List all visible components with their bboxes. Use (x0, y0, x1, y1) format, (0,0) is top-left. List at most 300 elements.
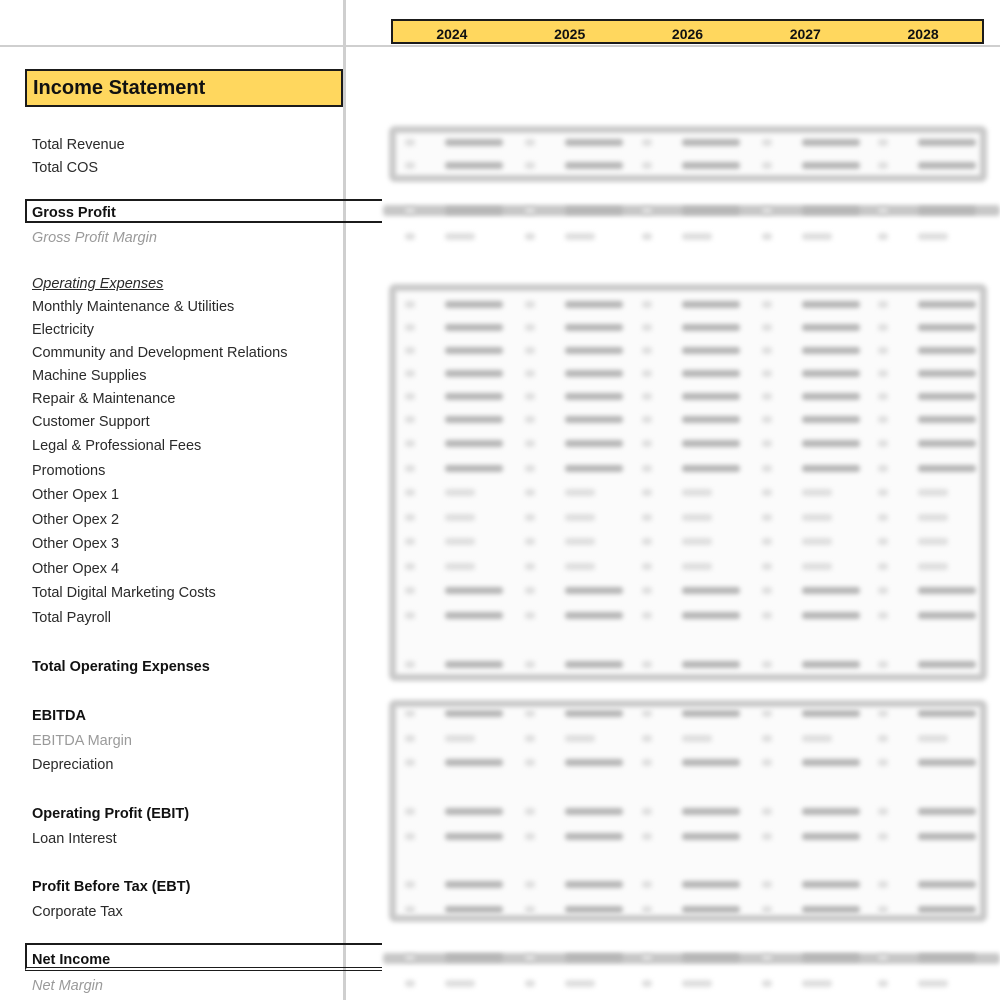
blurred-value (682, 139, 740, 146)
blurred-currency (762, 139, 772, 146)
blurred-value (445, 514, 475, 521)
blurred-value (445, 370, 503, 377)
year-header (391, 19, 984, 44)
blurred-value (918, 393, 976, 400)
blurred-value (565, 207, 623, 214)
blurred-value (918, 735, 948, 742)
blurred-value (565, 370, 623, 377)
blurred-value (918, 233, 948, 240)
row-legal-fees[interactable]: Legal & Professional Fees (32, 438, 202, 454)
blurred-value (802, 514, 832, 521)
blurred-currency (878, 759, 888, 766)
blurred-currency (525, 954, 535, 961)
row-net-income[interactable]: Net Income (32, 952, 111, 968)
blurred-value (918, 370, 976, 377)
revenue-values-blurred (389, 126, 987, 182)
opex-values-blurred (389, 284, 987, 681)
row-net-margin[interactable]: Net Margin (32, 978, 103, 994)
blurred-value (918, 563, 948, 570)
blurred-value (918, 347, 976, 354)
blurred-value (445, 139, 503, 146)
blurred-value (682, 563, 712, 570)
blurred-currency (762, 370, 772, 377)
blurred-value (565, 489, 595, 496)
blurred-currency (878, 980, 888, 987)
blurred-value (918, 808, 976, 815)
blurred-currency (525, 881, 535, 888)
blurred-currency (878, 735, 888, 742)
blurred-value (802, 233, 832, 240)
blurred-value (682, 514, 712, 521)
blurred-currency (525, 440, 535, 447)
blurred-value (565, 139, 623, 146)
row-other-opex-3[interactable]: Other Opex 3 (32, 536, 120, 552)
row-other-opex-2[interactable]: Other Opex 2 (32, 512, 120, 528)
blurred-value (918, 954, 976, 961)
row-electricity[interactable]: Electricity (32, 322, 95, 338)
blurred-value (445, 808, 503, 815)
blurred-value (682, 759, 740, 766)
blurred-currency (642, 207, 652, 214)
blurred-currency (762, 465, 772, 472)
blurred-value (802, 324, 860, 331)
blurred-value (802, 563, 832, 570)
row-digital-marketing[interactable]: Total Digital Marketing Costs (32, 585, 216, 601)
blurred-currency (525, 563, 535, 570)
blurred-currency (642, 440, 652, 447)
blurred-currency (525, 759, 535, 766)
blurred-value (682, 416, 740, 423)
blurred-value (565, 465, 623, 472)
blurred-currency (405, 301, 415, 308)
blurred-value (682, 162, 740, 169)
blurred-currency (405, 954, 415, 961)
blurred-value (682, 465, 740, 472)
blurred-value (445, 347, 503, 354)
blurred-currency (525, 808, 535, 815)
row-ebit[interactable]: Operating Profit (EBIT) (32, 806, 190, 822)
blurred-currency (762, 906, 772, 913)
blurred-currency (878, 833, 888, 840)
blurred-value (682, 661, 740, 668)
blurred-value (682, 735, 712, 742)
blurred-value (802, 980, 832, 987)
blurred-currency (525, 207, 535, 214)
blurred-currency (525, 416, 535, 423)
blurred-currency (762, 833, 772, 840)
blurred-value (682, 324, 740, 331)
blurred-value (445, 440, 503, 447)
blurred-currency (405, 881, 415, 888)
blurred-value (918, 980, 948, 987)
blurred-value (445, 465, 503, 472)
blurred-currency (405, 393, 415, 400)
blurred-currency (405, 563, 415, 570)
blurred-value (682, 612, 740, 619)
year-2028[interactable]: 2028 (907, 26, 939, 42)
blurred-currency (642, 661, 652, 668)
blurred-value (445, 710, 503, 717)
blurred-value (682, 489, 712, 496)
blurred-value (445, 881, 503, 888)
blurred-value (918, 759, 976, 766)
blurred-currency (878, 139, 888, 146)
blurred-value (445, 207, 503, 214)
blurred-currency (405, 233, 415, 240)
blurred-currency (762, 393, 772, 400)
blurred-currency (525, 489, 535, 496)
blurred-currency (405, 465, 415, 472)
blurred-value (802, 440, 860, 447)
blurred-currency (642, 881, 652, 888)
blurred-value (802, 881, 860, 888)
blurred-value (565, 808, 623, 815)
blurred-currency (405, 735, 415, 742)
blurred-currency (525, 465, 535, 472)
blurred-value (445, 162, 503, 169)
row-loan-interest[interactable]: Loan Interest (32, 831, 117, 847)
blurred-value (565, 440, 623, 447)
blurred-value (682, 808, 740, 815)
blurred-currency (878, 301, 888, 308)
blurred-currency (405, 370, 415, 377)
blurred-value (918, 881, 976, 888)
blurred-value (918, 465, 976, 472)
blurred-value (445, 980, 475, 987)
blurred-currency (878, 881, 888, 888)
year-2026[interactable]: 2026 (671, 26, 704, 42)
blurred-value (802, 393, 860, 400)
row-machine-supplies[interactable]: Machine Supplies (32, 368, 147, 384)
blurred-value (565, 735, 595, 742)
blurred-value (918, 301, 976, 308)
row-total-payroll[interactable]: Total Payroll (32, 610, 111, 626)
blurred-value (802, 370, 860, 377)
blurred-currency (878, 207, 888, 214)
row-other-opex-4[interactable]: Other Opex 4 (32, 561, 120, 577)
blurred-currency (878, 661, 888, 668)
blurred-currency (642, 416, 652, 423)
blurred-value (445, 393, 503, 400)
blurred-value (918, 906, 976, 913)
blurred-currency (878, 393, 888, 400)
blurred-currency (642, 759, 652, 766)
blurred-value (802, 808, 860, 815)
blurred-value (918, 514, 948, 521)
blurred-value (445, 833, 503, 840)
blurred-currency (762, 759, 772, 766)
blurred-currency (762, 347, 772, 354)
blurred-currency (405, 162, 415, 169)
blurred-currency (762, 980, 772, 987)
blurred-currency (762, 514, 772, 521)
blurred-currency (525, 980, 535, 987)
blurred-value (682, 538, 712, 545)
section-operating-expenses: Operating Expenses (32, 276, 164, 292)
blurred-currency (405, 139, 415, 146)
row-community-relations[interactable]: Community and Development Relations (32, 345, 288, 361)
blurred-value (565, 710, 623, 717)
blurred-value (682, 393, 740, 400)
blurred-value (802, 301, 860, 308)
blurred-value (565, 833, 623, 840)
blurred-value (682, 881, 740, 888)
blurred-value (802, 538, 832, 545)
blurred-currency (642, 465, 652, 472)
blurred-currency (525, 661, 535, 668)
blurred-value (918, 661, 976, 668)
row-ebt[interactable]: Profit Before Tax (EBT) (32, 879, 191, 895)
blurred-value (565, 759, 623, 766)
blurred-currency (405, 489, 415, 496)
blurred-currency (642, 906, 652, 913)
blurred-value (445, 612, 503, 619)
blurred-currency (762, 612, 772, 619)
blurred-currency (878, 954, 888, 961)
blurred-value (802, 416, 860, 423)
blurred-currency (525, 301, 535, 308)
blurred-value (445, 563, 475, 570)
blurred-currency (762, 710, 772, 717)
blurred-currency (762, 440, 772, 447)
blurred-currency (642, 347, 652, 354)
blurred-value (802, 710, 860, 717)
blurred-value (682, 980, 712, 987)
row-monthly-maintenance[interactable]: Monthly Maintenance & Utilities (32, 299, 235, 315)
blurred-currency (525, 612, 535, 619)
blurred-value (802, 207, 860, 214)
blurred-currency (762, 735, 772, 742)
blurred-value (445, 954, 503, 961)
blurred-currency (878, 808, 888, 815)
blurred-value (682, 710, 740, 717)
blurred-value (918, 324, 976, 331)
blurred-currency (525, 347, 535, 354)
blurred-currency (762, 661, 772, 668)
blurred-currency (525, 735, 535, 742)
blurred-currency (878, 162, 888, 169)
blurred-value (802, 833, 860, 840)
blurred-currency (405, 207, 415, 214)
blurred-currency (762, 881, 772, 888)
blurred-currency (762, 489, 772, 496)
blurred-value (565, 881, 623, 888)
row-ebitda-margin[interactable]: EBITDA Margin (32, 733, 132, 749)
blurred-value (918, 162, 976, 169)
blurred-currency (878, 347, 888, 354)
blurred-value (565, 954, 623, 961)
blurred-currency (525, 393, 535, 400)
blurred-currency (642, 162, 652, 169)
row-total-revenue[interactable]: Total Revenue (32, 137, 125, 153)
blurred-currency (405, 514, 415, 521)
blurred-value (918, 710, 976, 717)
row-repair-maintenance[interactable]: Repair & Maintenance (32, 391, 176, 407)
blurred-currency (642, 980, 652, 987)
blurred-value (682, 440, 740, 447)
blurred-value (565, 661, 623, 668)
blurred-currency (525, 370, 535, 377)
blurred-currency (762, 207, 772, 214)
blurred-currency (642, 563, 652, 570)
blurred-currency (525, 162, 535, 169)
blurred-value (918, 538, 948, 545)
blurred-currency (405, 347, 415, 354)
blurred-value (918, 440, 976, 447)
blurred-currency (642, 587, 652, 594)
blurred-value (802, 906, 860, 913)
blurred-value (565, 612, 623, 619)
blurred-currency (762, 301, 772, 308)
blurred-value (445, 416, 503, 423)
blurred-value (682, 370, 740, 377)
blurred-value (802, 162, 860, 169)
blurred-value (918, 139, 976, 146)
blurred-value (802, 139, 860, 146)
blurred-value (802, 465, 860, 472)
blurred-currency (878, 514, 888, 521)
header-divider (0, 45, 1000, 47)
blurred-currency (642, 393, 652, 400)
blurred-value (445, 735, 475, 742)
blurred-value (565, 563, 595, 570)
blurred-currency (642, 301, 652, 308)
blurred-currency (878, 612, 888, 619)
blurred-value (682, 587, 740, 594)
row-customer-support[interactable]: Customer Support (32, 414, 150, 430)
blurred-value (445, 587, 503, 594)
blurred-value (918, 612, 976, 619)
blurred-value (565, 393, 623, 400)
blurred-value (565, 514, 595, 521)
blurred-currency (405, 538, 415, 545)
blurred-currency (762, 954, 772, 961)
blurred-currency (405, 416, 415, 423)
blurred-currency (762, 538, 772, 545)
row-promotions[interactable]: Promotions (32, 463, 106, 479)
blurred-currency (878, 538, 888, 545)
blurred-value (682, 207, 740, 214)
blurred-value (802, 347, 860, 354)
blurred-currency (878, 440, 888, 447)
blurred-currency (405, 661, 415, 668)
row-total-cos[interactable]: Total COS (32, 160, 99, 176)
blurred-currency (525, 833, 535, 840)
blurred-currency (762, 587, 772, 594)
blurred-currency (878, 416, 888, 423)
blurred-currency (405, 587, 415, 594)
blurred-value (918, 489, 948, 496)
blurred-currency (642, 612, 652, 619)
row-gross-profit-margin[interactable]: Gross Profit Margin (32, 230, 157, 246)
blurred-value (802, 612, 860, 619)
blurred-currency (525, 538, 535, 545)
blurred-currency (878, 233, 888, 240)
blurred-currency (525, 324, 535, 331)
blurred-currency (762, 233, 772, 240)
blurred-value (445, 661, 503, 668)
blurred-currency (642, 233, 652, 240)
blurred-currency (762, 416, 772, 423)
blurred-value (682, 906, 740, 913)
row-gross-profit[interactable]: Gross Profit (32, 205, 116, 221)
blurred-currency (642, 710, 652, 717)
blurred-value (445, 489, 475, 496)
blurred-value (918, 587, 976, 594)
blurred-value (445, 538, 475, 545)
row-total-operating-expenses[interactable]: Total Operating Expenses (32, 659, 210, 675)
blurred-value (802, 759, 860, 766)
blurred-currency (405, 440, 415, 447)
blurred-value (565, 347, 623, 354)
blurred-currency (405, 833, 415, 840)
blurred-value (682, 347, 740, 354)
blurred-value (565, 233, 595, 240)
blurred-currency (525, 906, 535, 913)
blurred-currency (642, 139, 652, 146)
blurred-currency (405, 759, 415, 766)
blurred-currency (878, 489, 888, 496)
blurred-currency (878, 465, 888, 472)
row-other-opex-1[interactable]: Other Opex 1 (32, 487, 120, 503)
blurred-currency (762, 808, 772, 815)
blurred-value (918, 207, 976, 214)
blurred-currency (642, 514, 652, 521)
year-2025[interactable]: 2025 (554, 26, 586, 42)
blurred-currency (525, 139, 535, 146)
blurred-value (802, 489, 832, 496)
blurred-value (682, 233, 712, 240)
blurred-currency (762, 324, 772, 331)
blurred-currency (642, 324, 652, 331)
blurred-value (565, 906, 623, 913)
blurred-currency (525, 514, 535, 521)
blurred-value (802, 661, 860, 668)
blurred-value (682, 301, 740, 308)
blurred-value (565, 980, 595, 987)
row-depreciation[interactable]: Depreciation (32, 757, 114, 773)
blurred-value (918, 416, 976, 423)
blurred-currency (405, 808, 415, 815)
blurred-value (565, 416, 623, 423)
blurred-value (565, 587, 623, 594)
year-2027[interactable]: 2027 (789, 26, 821, 42)
blurred-value (445, 906, 503, 913)
blurred-value (802, 735, 832, 742)
row-corporate-tax[interactable]: Corporate Tax (32, 904, 123, 920)
blurred-currency (525, 233, 535, 240)
blurred-currency (762, 162, 772, 169)
year-2024[interactable]: 2024 (436, 26, 468, 42)
blurred-value (445, 324, 503, 331)
blurred-currency (405, 980, 415, 987)
column-divider (343, 0, 346, 1000)
statement-title: Income Statement (33, 77, 206, 99)
blurred-value (445, 759, 503, 766)
row-ebitda[interactable]: EBITDA (32, 708, 86, 724)
blurred-value (918, 833, 976, 840)
blurred-currency (642, 538, 652, 545)
blurred-value (682, 833, 740, 840)
blurred-value (802, 587, 860, 594)
blurred-currency (405, 710, 415, 717)
blurred-currency (878, 710, 888, 717)
blurred-currency (878, 324, 888, 331)
blurred-currency (642, 735, 652, 742)
blurred-currency (642, 489, 652, 496)
blurred-value (565, 324, 623, 331)
blurred-currency (642, 954, 652, 961)
